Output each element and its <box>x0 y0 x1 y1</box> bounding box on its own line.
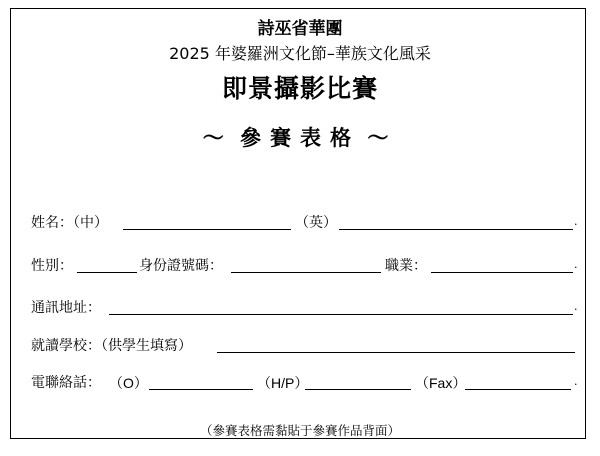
organization-name: 詩巫省華團 <box>257 19 343 39</box>
occupation-field[interactable] <box>431 272 573 273</box>
name-english-label: （英） <box>295 215 337 231</box>
school-row <box>31 336 576 360</box>
phone-fax-field[interactable] <box>465 389 571 390</box>
address-label: 通訊地址： <box>31 300 101 316</box>
school-field[interactable] <box>217 352 575 353</box>
name-english-field[interactable] <box>339 229 573 230</box>
phone-office-field[interactable] <box>149 389 253 390</box>
address-field[interactable] <box>109 314 573 315</box>
phone-fax-label: （Fax） <box>415 375 467 391</box>
form-title-deco-left: ～ <box>202 126 233 150</box>
phone-label: 電聯絡話： <box>31 375 101 391</box>
address-row <box>31 298 576 322</box>
id-number-label: 身份證號碼： <box>139 258 223 274</box>
phone-mobile-field[interactable] <box>305 389 411 390</box>
personal-row-end: . <box>574 258 578 271</box>
event-subtitle: 2025 年婆羅洲文化節–華族文化風采 <box>169 44 431 63</box>
phone-row <box>31 373 576 397</box>
occupation-label: 職業： <box>385 258 427 274</box>
gender-label: 性別： <box>31 258 73 274</box>
name-label: 姓名：（中） <box>31 215 108 231</box>
school-label: 就讀學校：（供學生填寫） <box>31 338 192 354</box>
footer-note: （參賽表格需黏貼于參賽作品背面） <box>199 423 400 438</box>
personal-row <box>31 256 576 280</box>
name-chinese-field[interactable] <box>123 229 291 230</box>
name-row <box>31 213 576 237</box>
phone-row-end: . <box>574 375 578 388</box>
contest-title: 即景攝影比賽 <box>221 74 378 103</box>
phone-office-label: （O） <box>109 375 148 391</box>
form-title <box>0 122 600 152</box>
id-number-field[interactable] <box>231 272 381 273</box>
form-title-text: 參賽表格 <box>240 126 360 150</box>
form-title-deco-right: ～ <box>367 126 398 150</box>
name-row-end: . <box>574 215 578 228</box>
gender-field[interactable] <box>77 272 137 273</box>
address-row-end: . <box>574 300 578 313</box>
phone-mobile-label: （H/P） <box>257 375 309 391</box>
